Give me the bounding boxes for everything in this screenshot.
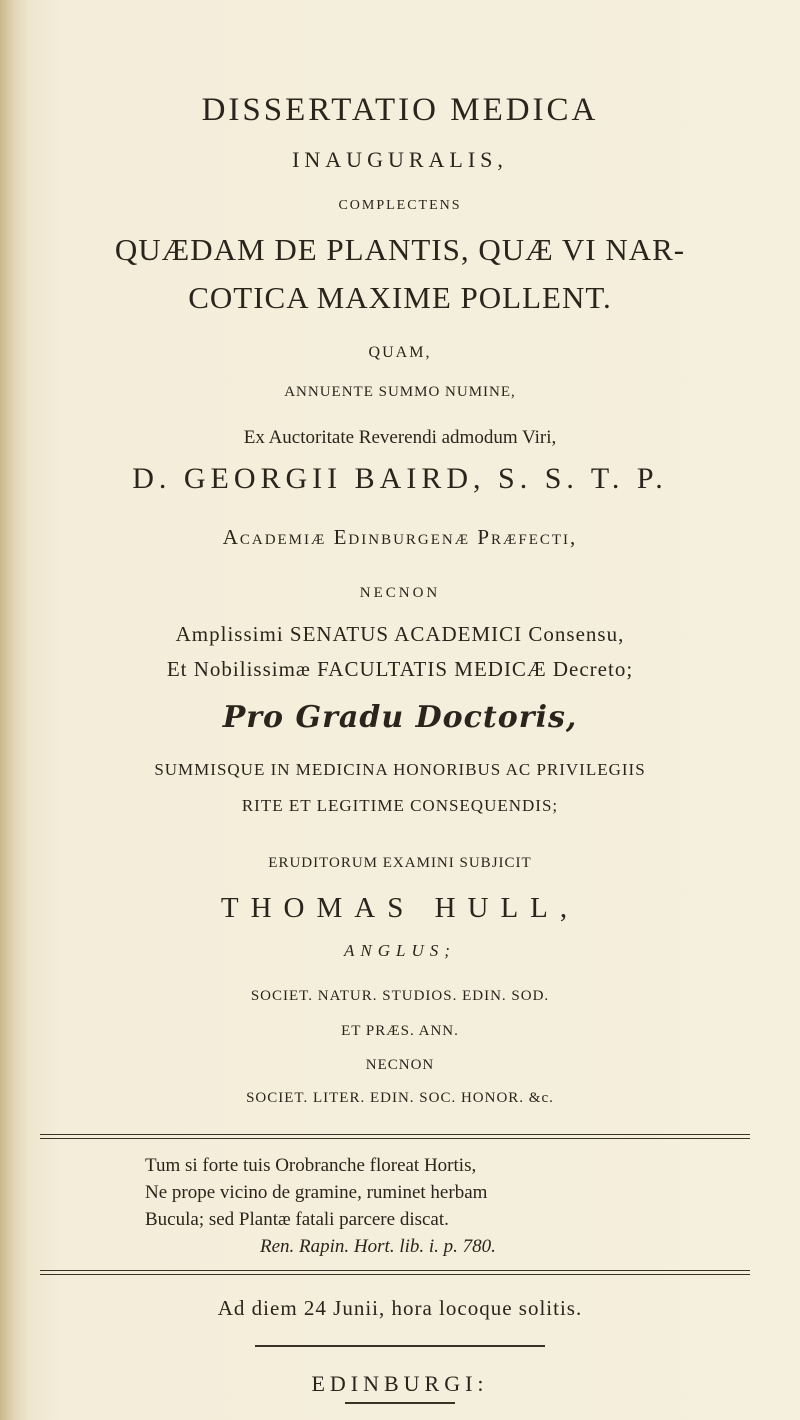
auctoritate-line: Ex Auctoritate Reverendi admodum Viri,	[243, 427, 557, 448]
date-line: Ad diem 24 Junii, hora locoque solitis.	[217, 1296, 583, 1320]
society-line-2: ET PRÆS. ANN.	[341, 1023, 459, 1039]
summisque-line: SUMMISQUE IN MEDICINA HONORIBUS AC PRIVILEGIIS	[154, 760, 646, 779]
imprint-divider	[255, 1345, 545, 1347]
double-rule-top-b	[40, 1138, 750, 1139]
epigraph-line-2: Ne prope vicino de gramine, ruminet herbam	[145, 1182, 488, 1203]
year-divider	[345, 1402, 455, 1404]
society-line-3: SOCIET. LITER. EDIN. SOC. HONOR. &c.	[246, 1090, 554, 1106]
epigraph-source: Ren. Rapin. Hort. lib. i. p. 780.	[260, 1236, 496, 1257]
epigraph-line-3: Bucula; sed Plantæ fatali parcere discat.	[145, 1209, 449, 1230]
necnon-line-1: NECNON	[359, 585, 441, 601]
academiae-line: Academiæ Edinburgenæ Præfecti,	[222, 525, 578, 549]
facultatis-line: Et Nobilissimæ FACULTATIS MEDICÆ Decreto;	[166, 657, 634, 681]
author-name: THOMAS HULL,	[220, 892, 580, 924]
society-line-1: SOCIET. NATUR. STUDIOS. EDIN. SOD.	[250, 988, 550, 1004]
imprint-city: EDINBURGI:	[311, 1371, 489, 1396]
necnon-line-2: NECNON	[365, 1057, 435, 1073]
title-line-4: QUÆDAM DE PLANTIS, QUÆ VI NAR-	[114, 232, 686, 267]
subjicit-line: ERUDITORUM EXAMINI SUBJICIT	[268, 855, 532, 871]
rite-line: RITE ET LEGITIME CONSEQUENDIS;	[241, 796, 559, 815]
senatus-line: Amplissimi SENATUS ACADEMICI Consensu,	[175, 622, 625, 646]
title-line-1: DISSERTATIO MEDICA	[201, 92, 599, 128]
double-rule-bottom-b	[40, 1274, 750, 1275]
title-line-3: COMPLECTENS	[338, 198, 462, 213]
annuente-line: ANNUENTE SUMMO NUMINE,	[284, 384, 516, 400]
quam-line: QUAM,	[368, 344, 432, 361]
title-line-5: COTICA MAXIME POLLENT.	[188, 280, 612, 315]
title-line-2: INAUGURALIS,	[292, 147, 508, 172]
gradu-line: Pro Gradu Doctoris,	[222, 700, 578, 735]
principal-name: D. GEORGII BAIRD, S. S. T. P.	[132, 462, 668, 495]
double-rule-top-a	[40, 1134, 750, 1135]
double-rule-bottom-a	[40, 1270, 750, 1271]
epigraph-line-1: Tum si forte tuis Orobranche floreat Hortis,	[145, 1155, 477, 1176]
author-nationality: ANGLUS;	[344, 941, 456, 960]
